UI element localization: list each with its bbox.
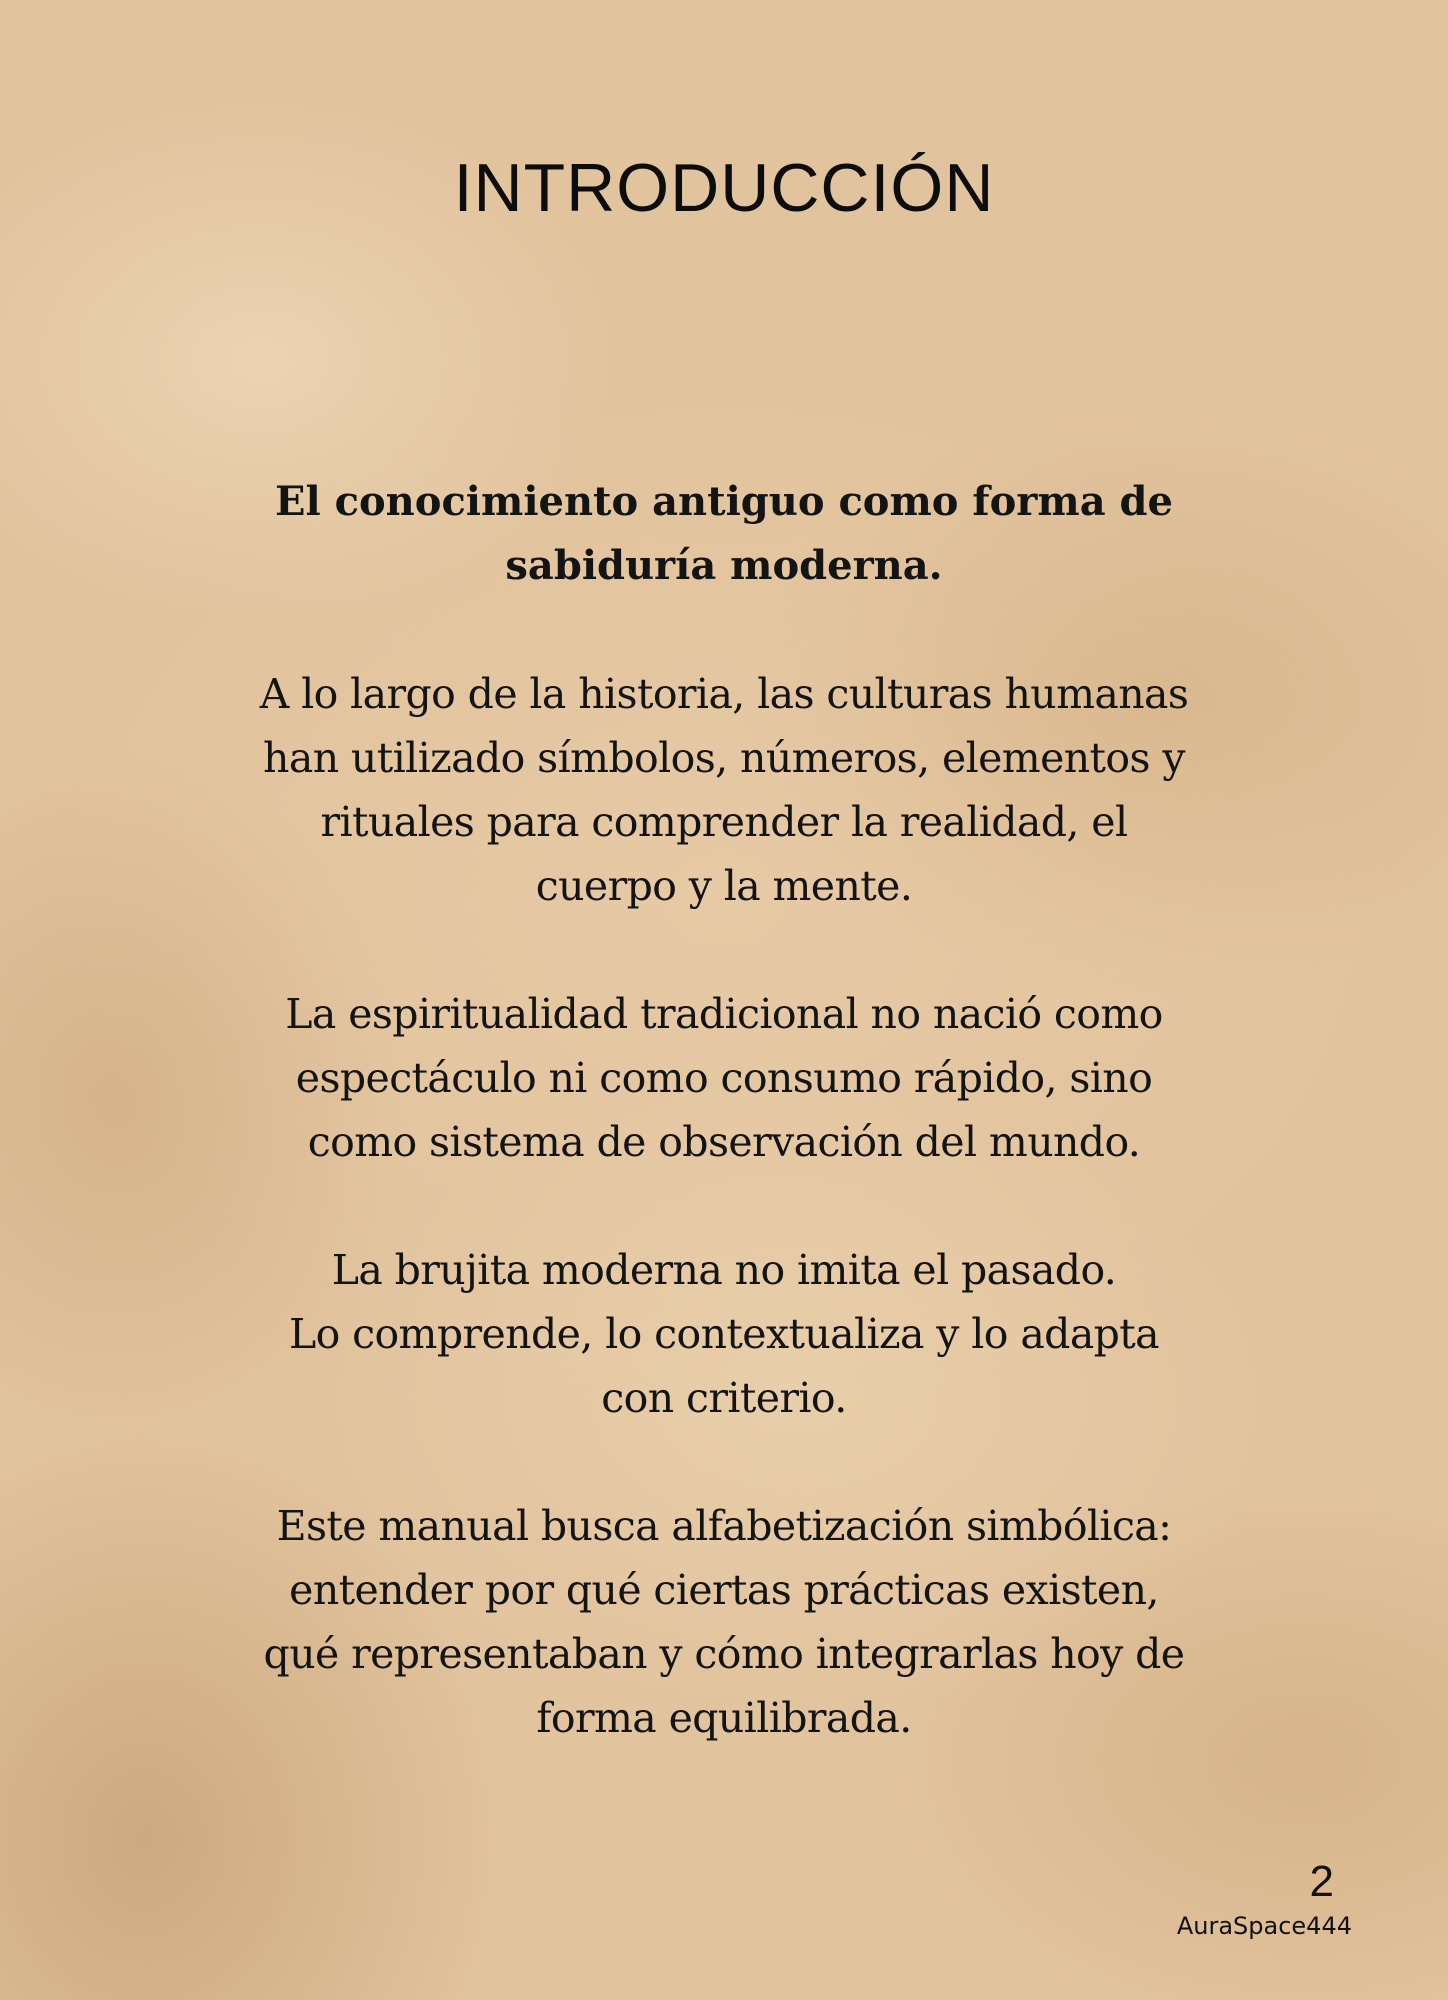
section-subtitle: El conocimiento antiguo como forma de sabiduría moderna.	[275, 478, 1173, 589]
page-title: INTRODUCCIÓN	[453, 150, 995, 226]
page-content	[224, 470, 1224, 1814]
page-number: 2	[1309, 1857, 1334, 1906]
paragraph-history: A lo largo de la historia, las culturas humanas han utilizado símbolos, números, elementos y rituales para comprender la realidad, el cuerpo y la mente.	[259, 670, 1189, 910]
paragraph-modern-witch: La brujita moderna no imita el pasado. Lo comprende, lo contextualiza y lo adapta con criterio.	[288, 1246, 1160, 1422]
footer-brand: AuraSpace444	[1176, 1912, 1352, 1940]
paragraph-spirituality: La espiritualidad tradicional no nació como espectáculo ni como consumo rápido, sino como sistema de observación del mundo.	[285, 990, 1163, 1166]
paragraph-manual-purpose: Este manual busca alfabetización simbólica: entender por qué ciertas prácticas existen, qué representaban y cómo integrarlas hoy de forma equilibrada.	[263, 1502, 1185, 1742]
